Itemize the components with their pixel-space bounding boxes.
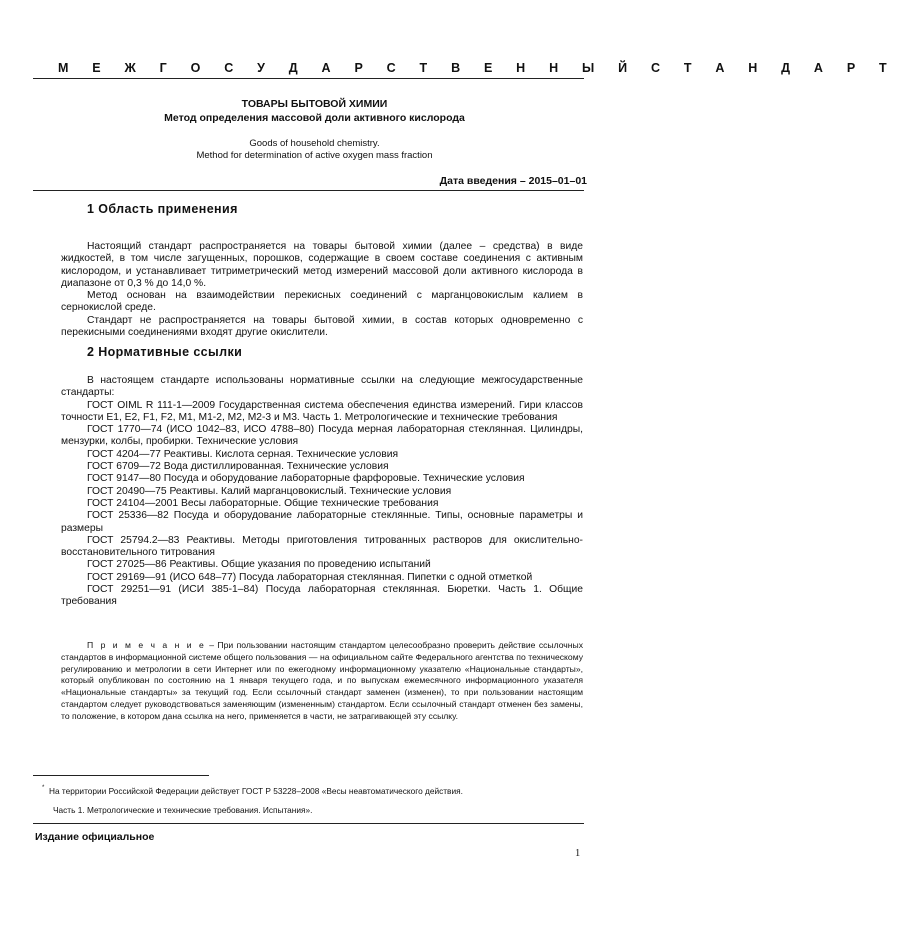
reference-item: ГОСТ 29251—91 (ИСИ 385-1–84) Посуда лабораторная стеклянная. Бюретки. Часть 1. Общие требования xyxy=(61,584,583,608)
references-note xyxy=(61,640,583,723)
exclusion-paragraph: Стандарт не распространяется на товары бытовой химии, в состав которых одновременно с перекисными соединениями входят другие окислители. xyxy=(61,314,583,339)
section-1-heading: 1 Область применения xyxy=(87,202,238,216)
scope-paragraph: Настоящий стандарт распространяется на товары бытовой химии (далее – средства) в виде жидкостей, в том числе загущенных, порошков, содержащие в своем составе соединения с активным кислородом, и устанавливает титриметрический метод измерений массовой доли активного кислорода в диапазоне от 0,3 % до 14,0 %. xyxy=(61,241,583,289)
footnote-divider xyxy=(33,775,209,776)
effective-date: Дата введения – 2015–01–01 xyxy=(439,175,587,187)
date-divider xyxy=(33,190,584,191)
document-title-ru: ТОВАРЫ БЫТОВОЙ ХИМИИ xyxy=(241,98,388,110)
document-subtitle-ru: Метод определения массовой доли активного кислорода xyxy=(164,112,465,124)
page-number: 1 xyxy=(575,848,581,859)
reference-item: ГОСТ 25794.2—83 Реактивы. Методы приготовления титрованных растворов для окислительно-восстановительного титрования xyxy=(61,534,583,559)
footnote-mark: * xyxy=(42,785,45,792)
reference-item: ГОСТ 1770—74 (ИСО 1042–83, ИСО 4788–80) Посуда мерная лабораторная стеклянная. Цилиндры, мензурки, колбы, пробирки. Технические условия xyxy=(61,424,583,448)
footnote-text-1: На территории Российской Федерации действует ГОСТ Р 53228–2008 «Весы неавтоматического действия. xyxy=(48,786,463,796)
document-subtitle-en: Method for determination of active oxygen mass fraction xyxy=(196,150,433,161)
standard-banner: М Е Ж Г О С У Д А Р С Т В Е Н Н Ы Й С Т А Н Д А Р Т xyxy=(58,61,897,75)
reference-item: ГОСТ 6709—72 Вода дистиллированная. Технические условия xyxy=(87,461,389,473)
footnote-line-1 xyxy=(42,786,463,796)
reference-item: ГОСТ 24104—2001 Весы лабораторные. Общие технические требования xyxy=(87,497,439,509)
method-paragraph: Метод основан на взаимодействии перекисных соединений с марганцовокислым калием в сернокислой среде. xyxy=(61,290,583,314)
document-title-en: Goods of household chemistry. xyxy=(249,138,380,149)
reference-item: ГОСТ OIML R 111-1—2009 Государственная система обеспечения единства измерений. Гири классов точности E1, E2, F1, F2, M1, M1-2, M2, M2-3 и M3. Часть 1. Метрологические и технические требования xyxy=(61,399,583,423)
note-label: П р и м е ч а н и е xyxy=(87,640,206,650)
bottom-divider xyxy=(33,823,584,824)
note-text: – При пользовании настоящим стандартом целесообразно проверить действие ссылочных стандартов в информационной системе общего пользования — на официальном сайте Федерального агентства по техническому регулированию и метрологии в сети Интернет или по ежегодному информационному указателю «Национальные стандарты», который опубликован по состоянию на 1 января текущего года, и по выпускам ежемесячного информационного указателя «Национальные стандарты» за текущий год. Если ссылочный стандарт заменен (изменен), то при пользовании настоящим стандартом следует руководствоваться заменяющим (измененным) стандартом. Если ссылочный стандарт отменен без замены, то положение, в котором дана ссылка на него, применяется в части, не затрагивающей эту ссылку. xyxy=(61,640,584,721)
reference-item: ГОСТ 4204—77 Реактивы. Кислота серная. Технические условия xyxy=(87,448,399,460)
section-2-body xyxy=(61,375,583,609)
top-divider xyxy=(33,78,584,79)
official-edition-label: Издание официальное xyxy=(35,831,155,843)
reference-item: ГОСТ 9147—80 Посуда и оборудование лабораторные фарфоровые. Технические условия xyxy=(87,473,525,485)
reference-item: ГОСТ 29169—91 (ИСО 648–77) Посуда лабораторная стеклянная. Пипетки с одной отметкой xyxy=(87,571,533,583)
section-2-heading: 2 Нормативные ссылки xyxy=(87,345,243,359)
reference-item: ГОСТ 25336—82 Посуда и оборудование лабораторные стеклянные. Типы, основные параметры и размеры xyxy=(61,510,583,534)
reference-item: ГОСТ 27025—86 Реактивы. Общие указания по проведению испытаний xyxy=(87,559,431,571)
footnote-line-2: Часть 1. Метрологические и технические требования. Испытания». xyxy=(53,805,313,815)
reference-item: ГОСТ 20490—75 Реактивы. Калий марганцовокислый. Технические условия xyxy=(87,485,452,497)
references-intro: В настоящем стандарте использованы нормативные ссылки на следующие межгосударственные стандарты: xyxy=(61,375,583,399)
section-1-body xyxy=(61,241,583,339)
